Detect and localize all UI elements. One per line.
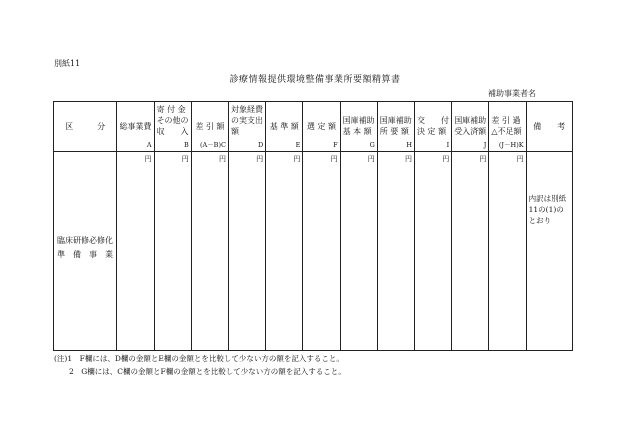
cell-selected-amount[interactable]: 円 [303, 152, 340, 351]
page-title: 診療情報提供環境整備事業所要額精算書 [229, 75, 401, 85]
header-donations: 寄 付 金 その他の 収 入 B [154, 102, 191, 152]
header-subsidy-received: 国庫補助 受入済額 J [452, 102, 489, 152]
row-label-cell: 臨床研修必修化 準 備 事 業 [54, 152, 117, 351]
header-difference: 差 引 額 (A－B)C [191, 102, 228, 152]
header-actual-expense: 対象経費 の実支出 額 D [228, 102, 265, 152]
note-2: 2 G欄には、C欄の金額とF欄の金額とを比較して少ない方の額を記入すること。 [54, 367, 346, 376]
header-category: 区 分 [54, 102, 117, 152]
header-subsidy-required: 国庫補助 所 要 額 H [377, 102, 414, 152]
header-excess-shortfall: 差 引 過 △不足額 (J－H)K [489, 102, 526, 152]
header-remarks: 備 考 [526, 102, 572, 152]
settlement-table [53, 101, 573, 351]
cell-donations[interactable]: 円 [154, 152, 191, 351]
header-subsidy-base: 国庫補助 基 本 額 G [340, 102, 377, 152]
header-standard-amount: 基 準 額 E [266, 102, 303, 152]
cell-difference[interactable]: 円 [191, 152, 228, 351]
notes [54, 352, 346, 378]
cell-standard-amount[interactable]: 円 [266, 152, 303, 351]
cell-remarks[interactable]: 内訳は別紙 11の(1)の とおり [526, 152, 572, 351]
header-selected-amount: 選 定 額 F [303, 102, 340, 152]
cell-subsidy-base[interactable]: 円 [340, 152, 377, 351]
note-1: (注)1 F欄には、D欄の金額とE欄の金額とを比較して少ない方の額を記入すること。 [54, 354, 344, 363]
cell-actual-expense[interactable]: 円 [228, 152, 265, 351]
applicant-name-label: 補助事業者名 [488, 89, 536, 98]
cell-excess-shortfall[interactable]: 円 [489, 152, 526, 351]
table-header-row [54, 102, 573, 152]
cell-grant-decision[interactable]: 円 [414, 152, 451, 351]
header-total-cost: 総事業費 A [117, 102, 154, 152]
cell-subsidy-required[interactable]: 円 [377, 152, 414, 351]
header-grant-decision: 交 付 決 定 額 I [414, 102, 451, 152]
cell-total-cost[interactable]: 円 [117, 152, 154, 351]
cell-subsidy-received[interactable]: 円 [452, 152, 489, 351]
document-number-label: 別紙11 [54, 59, 81, 68]
table-row [54, 152, 573, 351]
